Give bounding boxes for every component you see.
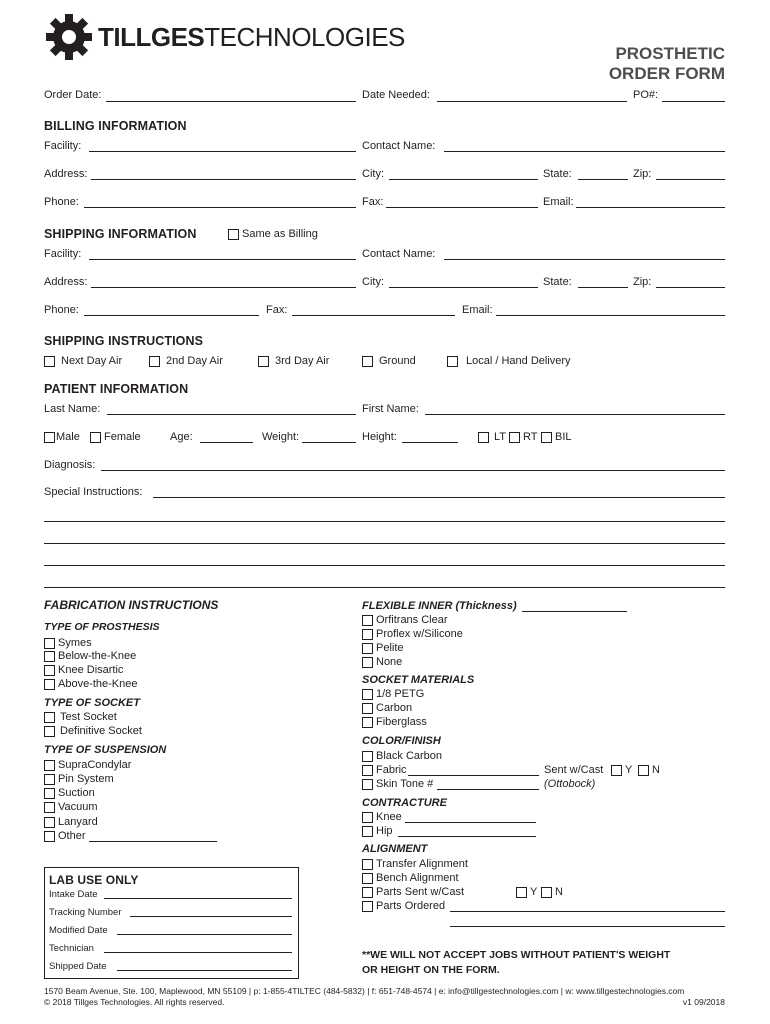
- shipping-title: SHIPPING INFORMATION: [44, 227, 197, 241]
- 3rd-day-air-checkbox[interactable]: [258, 355, 329, 367]
- fabrication-title: FABRICATION INSTRUCTIONS: [44, 598, 219, 612]
- pelite-checkbox[interactable]: [362, 642, 404, 654]
- hip-field[interactable]: [398, 836, 536, 837]
- checkbox-box[interactable]: [44, 788, 55, 799]
- logo-text: TILLGESTECHNOLOGIES: [98, 21, 405, 52]
- rt-label: RT: [523, 431, 538, 443]
- height-field[interactable]: [402, 442, 458, 443]
- shipping-city-label: City:: [362, 276, 384, 288]
- option-label: 3rd Day Air: [275, 355, 330, 367]
- no-label: N: [652, 764, 660, 776]
- parts-sent-yes-checkbox[interactable]: [516, 886, 537, 898]
- option-label: Black Carbon: [376, 750, 443, 762]
- po-label: PO#:: [633, 89, 659, 101]
- test-socket-checkbox[interactable]: [44, 711, 117, 723]
- checkbox-box[interactable]: [362, 901, 373, 912]
- shipping-state-label: State:: [543, 276, 572, 288]
- other-field[interactable]: [89, 841, 217, 842]
- checkbox-box[interactable]: [44, 432, 55, 443]
- checkbox-box[interactable]: [516, 887, 527, 898]
- female-checkbox[interactable]: [90, 431, 141, 443]
- other-checkbox[interactable]: [44, 830, 86, 842]
- shipped-date-label: Shipped Date: [49, 961, 107, 972]
- symes-checkbox[interactable]: [44, 637, 92, 649]
- option-label: Local / Hand Delivery: [466, 355, 571, 367]
- checkbox-box[interactable]: [44, 802, 55, 813]
- skin-tone-field[interactable]: [437, 789, 539, 790]
- checkbox-box[interactable]: [362, 826, 373, 837]
- date-needed-label: Date Needed:: [362, 89, 430, 101]
- option-label: 2nd Day Air: [166, 355, 223, 367]
- billing-state-label: State:: [543, 168, 572, 180]
- option-label: None: [376, 656, 403, 668]
- checkbox-box[interactable]: [541, 887, 552, 898]
- special-instructions-line[interactable]: [44, 521, 725, 522]
- tracking-number-label: Tracking Number: [49, 907, 122, 918]
- diagnosis-label: Diagnosis:: [44, 459, 96, 471]
- parts-ordered-line[interactable]: [450, 926, 725, 927]
- checkbox-box[interactable]: [44, 774, 55, 785]
- first-name-field[interactable]: [425, 414, 725, 415]
- shipping-email-label: Email:: [462, 304, 493, 316]
- intake-date-field[interactable]: [104, 898, 292, 899]
- checkbox-box[interactable]: [362, 765, 373, 776]
- billing-fax-label: Fax:: [362, 196, 384, 208]
- checkbox-box[interactable]: [362, 643, 373, 654]
- option-label: Hip: [376, 825, 393, 837]
- age-field[interactable]: [200, 442, 253, 443]
- option-label: Parts Ordered: [376, 900, 446, 912]
- date-needed-field[interactable]: [437, 101, 627, 102]
- vacuum-checkbox[interactable]: [44, 801, 98, 813]
- option-label: Orfitrans Clear: [376, 614, 448, 626]
- billing-email-label: Email:: [543, 196, 574, 208]
- option-label: Above-the-Knee: [58, 678, 138, 690]
- shipped-date-field[interactable]: [117, 970, 292, 971]
- checkbox-box[interactable]: [44, 651, 55, 662]
- billing-email-field[interactable]: [576, 207, 725, 208]
- color-finish-title: COLOR/FINISH: [362, 735, 441, 747]
- option-label: Knee: [376, 811, 402, 823]
- below-knee-checkbox[interactable]: [44, 650, 136, 662]
- special-instructions-label: Special Instructions:: [44, 486, 143, 498]
- sent-with-cast-label: Sent w/Cast: [544, 764, 604, 776]
- checkbox-box[interactable]: [258, 356, 269, 367]
- option-label: SupraCondylar: [58, 759, 132, 771]
- checkbox-box[interactable]: [362, 887, 373, 898]
- flexible-inner-title: FLEXIBLE INNER (Thickness): [362, 600, 517, 612]
- same-as-billing-label: Same as Billing: [242, 228, 318, 240]
- option-label: Parts Sent w/Cast: [376, 886, 465, 898]
- option-label: Ground: [379, 355, 416, 367]
- shipping-fax-label: Fax:: [266, 304, 288, 316]
- option-label: Test Socket: [60, 711, 117, 723]
- ottobock-note: (Ottobock): [544, 778, 596, 790]
- socket-title: TYPE OF SOCKET: [44, 697, 140, 709]
- order-date-label: Order Date:: [44, 89, 102, 101]
- next-day-air-checkbox[interactable]: [44, 355, 122, 367]
- checkbox-box[interactable]: [44, 638, 55, 649]
- billing-title: BILLING INFORMATION: [44, 119, 187, 133]
- parts-ordered-checkbox[interactable]: [362, 900, 445, 912]
- lanyard-checkbox[interactable]: [44, 816, 98, 828]
- billing-city-field[interactable]: [389, 179, 538, 180]
- checkbox-box[interactable]: [44, 712, 55, 723]
- lab-title: LAB USE ONLY: [49, 873, 139, 887]
- shipping-zip-field[interactable]: [656, 287, 725, 288]
- checkbox-box[interactable]: [362, 629, 373, 640]
- checkbox-box[interactable]: [362, 873, 373, 884]
- checkbox-box[interactable]: [228, 229, 239, 240]
- local-delivery-checkbox[interactable]: [447, 355, 571, 367]
- billing-contact-label: Contact Name:: [362, 140, 436, 152]
- above-knee-checkbox[interactable]: [44, 678, 138, 690]
- female-label: Female: [104, 431, 141, 443]
- prosthesis-title: TYPE OF PROSTHESIS: [44, 621, 160, 633]
- knee-field[interactable]: [405, 822, 536, 823]
- footer-contact: 1570 Beam Avenue, Ste. 100, Maplewood, MN 55109 | p: 1-855-4TILTEC (484-5832) | f: 651-748-4574 | e: info@tillgestechnologies.com | w: www.tillgestechnologies.com: [44, 986, 685, 996]
- shipping-phone-label: Phone:: [44, 304, 79, 316]
- billing-phone-field[interactable]: [84, 207, 356, 208]
- checkbox-box[interactable]: [478, 432, 489, 443]
- checkbox-box[interactable]: [44, 665, 55, 676]
- shipping-instructions-title: SHIPPING INSTRUCTIONS: [44, 334, 204, 348]
- billing-state-field[interactable]: [578, 179, 628, 180]
- first-name-label: First Name:: [362, 403, 419, 415]
- lt-checkbox[interactable]: [478, 431, 506, 443]
- checkbox-box[interactable]: [362, 703, 373, 714]
- warning-line1: **WE WILL NOT ACCEPT JOBS WITHOUT PATIENT'S WEIGHT: [362, 949, 671, 961]
- knee-disartic-checkbox[interactable]: [44, 664, 123, 676]
- option-label: Pin System: [58, 773, 114, 785]
- suction-checkbox[interactable]: [44, 787, 95, 799]
- bil-label: BIL: [555, 431, 572, 443]
- gear-icon: [44, 12, 94, 62]
- shipping-state-field[interactable]: [578, 287, 628, 288]
- billing-zip-label: Zip:: [633, 168, 652, 180]
- billing-facility-label: Facility:: [44, 140, 82, 152]
- shipping-contact-field[interactable]: [444, 259, 725, 260]
- shipping-email-field[interactable]: [496, 315, 725, 316]
- height-label: Height:: [362, 431, 397, 443]
- special-instructions-line[interactable]: [44, 587, 725, 588]
- rt-checkbox[interactable]: [509, 431, 537, 443]
- modified-date-field[interactable]: [117, 934, 292, 935]
- parts-sent-no-checkbox[interactable]: [541, 886, 563, 898]
- none-checkbox[interactable]: [362, 656, 402, 668]
- male-label: Male: [56, 431, 80, 443]
- black-carbon-checkbox[interactable]: [362, 750, 442, 762]
- tracking-number-field[interactable]: [130, 916, 292, 917]
- checkbox-box[interactable]: [362, 779, 373, 790]
- billing-facility-field[interactable]: [89, 151, 356, 152]
- footer-version: v1 09/2018: [682, 997, 725, 1007]
- billing-phone-label: Phone:: [44, 196, 79, 208]
- bil-checkbox[interactable]: [541, 431, 572, 443]
- po-field[interactable]: [662, 101, 725, 102]
- checkbox-box[interactable]: [362, 717, 373, 728]
- checkbox-box[interactable]: [509, 432, 520, 443]
- no-label: N: [555, 886, 563, 898]
- lt-label: LT: [494, 431, 507, 443]
- fabric-checkbox[interactable]: [362, 764, 407, 776]
- checkbox-box[interactable]: [362, 812, 373, 823]
- company-logo: [44, 12, 405, 62]
- weight-field[interactable]: [302, 442, 356, 443]
- fiberglass-checkbox[interactable]: [362, 716, 427, 728]
- shipping-address-field[interactable]: [91, 287, 356, 288]
- intake-date-label: Intake Date: [49, 889, 98, 900]
- socket-materials-title: SOCKET MATERIALS: [362, 674, 475, 686]
- special-instructions-line[interactable]: [44, 565, 725, 566]
- billing-contact-field[interactable]: [444, 151, 725, 152]
- orfitrans-checkbox[interactable]: [362, 614, 448, 626]
- shipping-zip-label: Zip:: [633, 276, 652, 288]
- thickness-field[interactable]: [522, 611, 627, 612]
- checkbox-box[interactable]: [362, 657, 373, 668]
- sent-yes-checkbox[interactable]: [611, 764, 632, 776]
- shipping-facility-label: Facility:: [44, 248, 82, 260]
- option-label: Fabric: [376, 764, 407, 776]
- checkbox-box[interactable]: [362, 859, 373, 870]
- supracondylar-checkbox[interactable]: [44, 759, 131, 771]
- patient-title: PATIENT INFORMATION: [44, 382, 189, 396]
- checkbox-box[interactable]: [362, 689, 373, 700]
- option-label: Skin Tone #: [376, 778, 434, 790]
- shipping-facility-field[interactable]: [89, 259, 356, 260]
- checkbox-box[interactable]: [90, 432, 101, 443]
- shipping-fax-field[interactable]: [292, 315, 455, 316]
- option-label: Lanyard: [58, 816, 98, 828]
- yes-label: Y: [625, 764, 633, 776]
- checkbox-box[interactable]: [447, 356, 458, 367]
- option-label: 1/8 PETG: [376, 688, 425, 700]
- checkbox-box[interactable]: [44, 831, 55, 842]
- checkbox-box[interactable]: [541, 432, 552, 443]
- option-label: Bench Alignment: [376, 872, 459, 884]
- option-label: Symes: [58, 637, 92, 649]
- transfer-alignment-checkbox[interactable]: [362, 858, 468, 870]
- option-label: Definitive Socket: [60, 725, 142, 737]
- shipping-city-field[interactable]: [389, 287, 538, 288]
- shipping-contact-label: Contact Name:: [362, 248, 436, 260]
- last-name-field[interactable]: [107, 414, 356, 415]
- sent-no-checkbox[interactable]: [638, 764, 660, 776]
- parts-sent-checkbox[interactable]: [362, 886, 464, 898]
- checkbox-box[interactable]: [149, 356, 160, 367]
- definitive-socket-checkbox[interactable]: [44, 725, 142, 737]
- male-checkbox[interactable]: [44, 431, 80, 443]
- option-label: Below-the-Knee: [58, 650, 137, 662]
- ground-checkbox[interactable]: [362, 355, 416, 367]
- option-label: Other: [58, 830, 86, 842]
- option-label: Transfer Alignment: [376, 858, 468, 870]
- option-label: Vacuum: [58, 801, 98, 813]
- warning-line2: OR HEIGHT ON THE FORM.: [362, 964, 500, 976]
- fabric-field[interactable]: [408, 775, 539, 776]
- shipping-address-label: Address:: [44, 276, 88, 288]
- last-name-label: Last Name:: [44, 403, 101, 415]
- checkbox-box[interactable]: [611, 765, 622, 776]
- order-date-field[interactable]: [106, 101, 356, 102]
- weight-label: Weight:: [262, 431, 300, 443]
- contracture-title: CONTRACTURE: [362, 797, 447, 809]
- age-label: Age:: [170, 431, 193, 443]
- hip-checkbox[interactable]: [362, 825, 393, 837]
- form-title-line1: PROSTHETIC: [615, 44, 725, 63]
- billing-city-label: City:: [362, 168, 384, 180]
- shipping-phone-field[interactable]: [84, 315, 259, 316]
- proflex-checkbox[interactable]: [362, 628, 463, 640]
- billing-address-field[interactable]: [91, 179, 356, 180]
- special-instructions-field[interactable]: [153, 497, 725, 498]
- option-label: Next Day Air: [61, 355, 123, 367]
- checkbox-box[interactable]: [362, 356, 373, 367]
- option-label: Proflex w/Silicone: [376, 628, 463, 640]
- form-title-line2: ORDER FORM: [608, 64, 725, 83]
- same-as-billing-checkbox[interactable]: [228, 228, 318, 240]
- billing-address-label: Address:: [44, 168, 88, 180]
- bench-alignment-checkbox[interactable]: [362, 872, 459, 884]
- 2nd-day-air-checkbox[interactable]: [149, 355, 223, 367]
- billing-zip-field[interactable]: [656, 179, 725, 180]
- pin-system-checkbox[interactable]: [44, 773, 114, 785]
- form-title: [609, 44, 725, 84]
- knee-checkbox[interactable]: [362, 811, 402, 823]
- option-label: Fiberglass: [376, 716, 427, 728]
- suspension-title: TYPE OF SUSPENSION: [44, 744, 167, 756]
- checkbox-box[interactable]: [44, 817, 55, 828]
- technician-label: Technician: [49, 943, 94, 954]
- checkbox-box[interactable]: [44, 679, 55, 690]
- checkbox-box[interactable]: [44, 356, 55, 367]
- diagnosis-field[interactable]: [101, 470, 725, 471]
- alignment-title: ALIGNMENT: [362, 843, 428, 855]
- checkbox-box[interactable]: [44, 726, 55, 737]
- modified-date-label: Modified Date: [49, 925, 108, 936]
- skin-tone-checkbox[interactable]: [362, 778, 433, 790]
- checkbox-box[interactable]: [638, 765, 649, 776]
- carbon-checkbox[interactable]: [362, 702, 412, 714]
- petg-checkbox[interactable]: [362, 688, 424, 700]
- footer-copyright: © 2018 Tillges Technologies. All rights reserved.: [44, 997, 225, 1007]
- checkbox-box[interactable]: [362, 751, 373, 762]
- yes-label: Y: [530, 886, 538, 898]
- technician-field[interactable]: [104, 952, 292, 953]
- option-label: Carbon: [376, 702, 413, 714]
- checkbox-box[interactable]: [44, 760, 55, 771]
- option-label: Pelite: [376, 642, 404, 654]
- option-label: Knee Disartic: [58, 664, 124, 676]
- parts-ordered-field[interactable]: [450, 911, 725, 912]
- billing-fax-field[interactable]: [386, 207, 538, 208]
- option-label: Suction: [58, 787, 95, 799]
- special-instructions-line[interactable]: [44, 543, 725, 544]
- checkbox-box[interactable]: [362, 615, 373, 626]
